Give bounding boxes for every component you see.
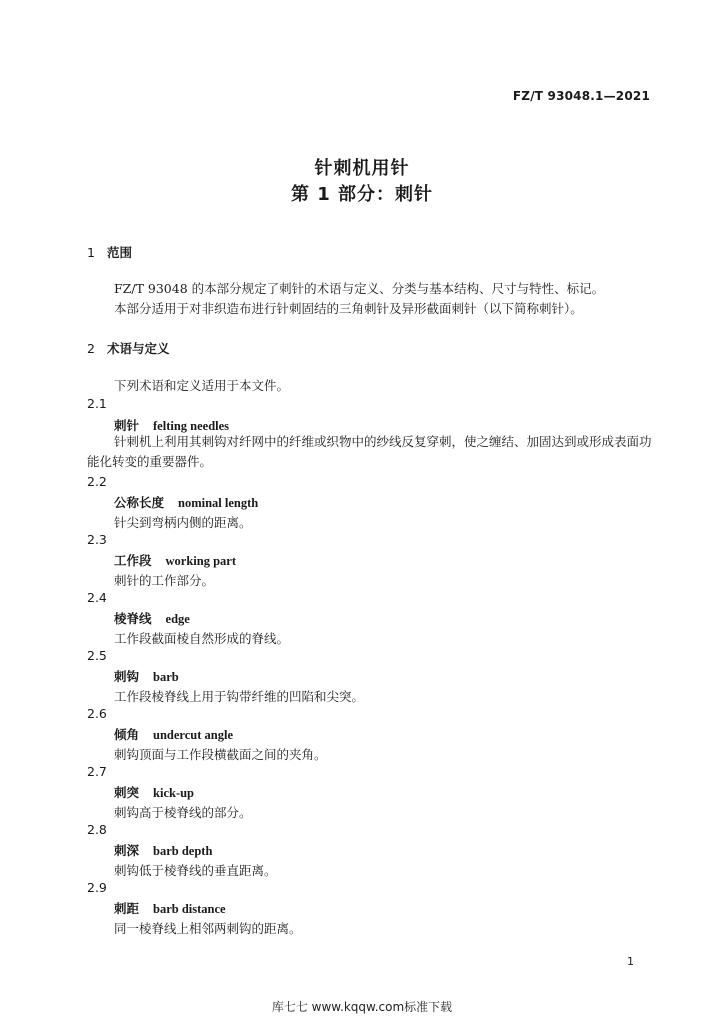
term-title (114, 551, 236, 569)
page-number: 1 (627, 955, 634, 968)
term-title (114, 725, 233, 743)
term-title (114, 841, 212, 859)
terms-intro: 下列术语和定义适用于本文件。 (114, 378, 290, 393)
clause-number: 2.1 (87, 396, 107, 411)
section-number: 2 (87, 341, 95, 356)
term-definition: 刺钩顶面与工作段横截面之间的夹角。 (114, 747, 327, 762)
clause-number: 2.8 (87, 822, 107, 837)
term-zh: 刺距 (114, 901, 140, 916)
term-definition: 刺针的工作部分。 (114, 573, 215, 588)
term-en: nominal length (178, 496, 259, 510)
section-2-heading (87, 339, 170, 357)
term-en: kick-up (153, 786, 195, 800)
section-number: 1 (87, 245, 95, 260)
clause-number: 2.2 (87, 474, 107, 489)
document-title: 针刺机用针 (314, 158, 410, 179)
term-en: felting needles (153, 419, 230, 433)
term-zh: 工作段 (114, 553, 152, 568)
term-title (114, 783, 194, 801)
standard-code: FZ/T 93048.1—2021 (512, 89, 650, 103)
clause-number: 2.5 (87, 648, 107, 663)
term-definition: 工作段棱脊线上用于钩带纤维的凹陷和尖突。 (114, 689, 365, 704)
section-title: 术语与定义 (107, 341, 170, 356)
term-en: barb distance (153, 902, 226, 916)
term-title (114, 493, 258, 511)
term-en: barb (153, 670, 179, 684)
clause-number: 2.7 (87, 764, 107, 779)
term-zh: 公称长度 (114, 495, 165, 510)
term-en: working part (165, 554, 237, 568)
clause-number: 2.4 (87, 590, 107, 605)
term-title (114, 667, 179, 685)
scope-paragraph-2: 本部分适用于对非织造布进行针刺固结的三角刺针及异形截面刺针（以下简称刺针）。 (114, 301, 583, 316)
term-en: undercut angle (153, 728, 234, 742)
term-en: barb depth (153, 844, 213, 858)
term-definition: 刺钩高于棱脊线的部分。 (114, 805, 252, 820)
clause-number: 2.6 (87, 706, 107, 721)
clause-number: 2.9 (87, 880, 107, 895)
term-zh: 棱脊线 (114, 611, 152, 626)
clause-number: 2.3 (87, 532, 107, 547)
term-zh: 刺针 (114, 418, 140, 433)
term-definition: 工作段截面棱自然形成的脊线。 (114, 631, 290, 646)
term-definition: 针刺机上利用其刺钩对纤网中的纤维或织物中的纱线反复穿刺，使之缠结、加固达到或形成表面功能化转变的重要器件。 (87, 434, 652, 469)
section-title: 范围 (107, 245, 133, 260)
term-en: edge (165, 612, 190, 626)
scope-paragraph-1: FZ/T 93048 的本部分规定了刺针的术语与定义、分类与基本结构、尺寸与特性、标记。 (114, 281, 605, 296)
term-zh: 刺突 (114, 785, 140, 800)
section-1-heading (87, 243, 132, 261)
term-zh: 刺钩 (114, 669, 140, 684)
footer-watermark[interactable]: 库七七 www.kqqw.com标准下载 (271, 1000, 453, 1014)
term-title (114, 899, 226, 917)
term-definition: 刺钩低于棱脊线的垂直距离。 (114, 863, 277, 878)
document-subtitle: 第 1 部分：刺针 (290, 184, 434, 205)
term-definition: 同一棱脊线上相邻两刺钩的距离。 (114, 921, 302, 936)
term-zh: 倾角 (114, 727, 140, 742)
term-definition: 针尖到弯柄内侧的距离。 (114, 515, 252, 530)
term-zh: 刺深 (114, 843, 140, 858)
term-title (114, 609, 190, 627)
